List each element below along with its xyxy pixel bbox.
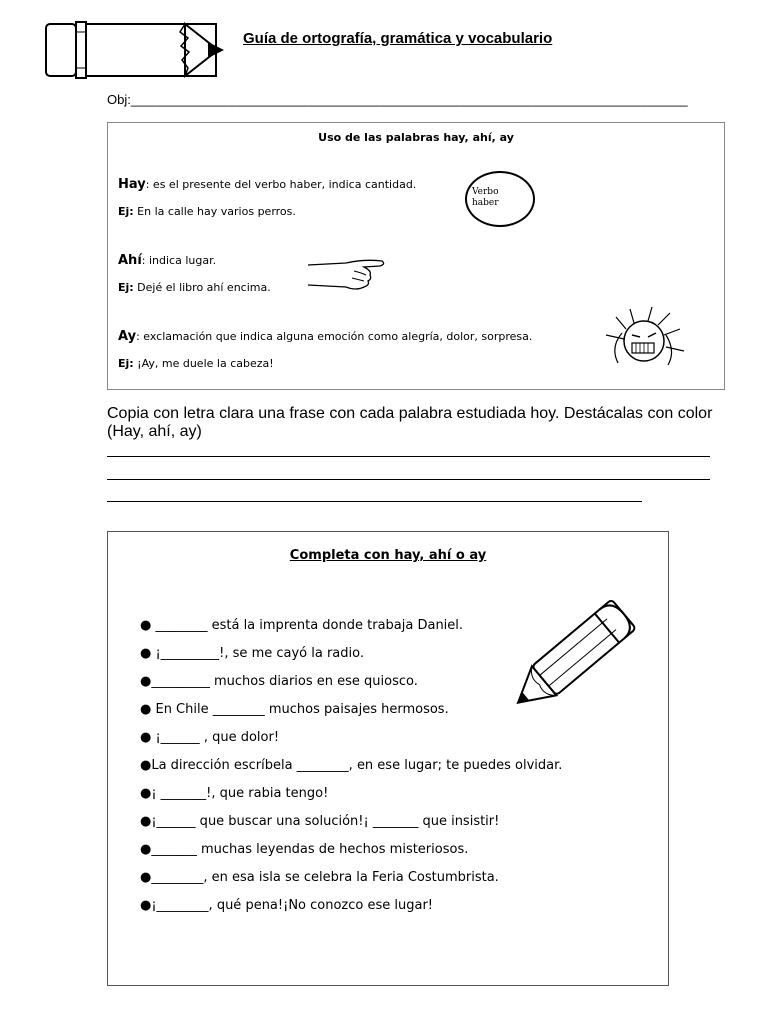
rule-ay: Ay: exclamación que indica alguna emoción como alegría, dolor, sorpresa. bbox=[118, 329, 533, 344]
writing-line-3[interactable] bbox=[107, 501, 642, 502]
exercise-item[interactable]: ●_________ muchos diarios en ese quiosco. bbox=[140, 674, 418, 689]
exercise-item[interactable]: ●La dirección escríbela ________, en ese lugar; te puedes olvidar. bbox=[140, 758, 563, 773]
exercise-item[interactable]: ● En Chile ________ muchos paisajes hermosos. bbox=[140, 702, 449, 717]
headache-face-icon bbox=[596, 303, 692, 371]
pencil-illustration bbox=[40, 18, 230, 82]
copy-instruction: Copia con letra clara una frase con cada palabra estudiada hoy. Destácalas con color (Hay, ahí, ay) bbox=[107, 405, 713, 440]
rule-word: Hay bbox=[118, 177, 146, 192]
circle-label: Verbo haber bbox=[472, 187, 499, 208]
rule-hay: Hay: es el presente del verbo haber, indica cantidad. bbox=[118, 177, 417, 192]
rules-box-title: Uso de las palabras hay, ahí, ay bbox=[318, 131, 514, 144]
page-title: Guía de ortografía, gramática y vocabulario bbox=[243, 30, 553, 47]
exercise-item[interactable]: ● ________ está la imprenta donde trabaja Daniel. bbox=[140, 618, 464, 633]
exercise-item[interactable]: ●_______ muchas leyendas de hechos misteriosos. bbox=[140, 842, 469, 857]
exercise-item[interactable]: ● ¡_________!, se me cayó la radio. bbox=[140, 646, 364, 661]
example-hay: Ej: En la calle hay varios perros. bbox=[118, 205, 296, 218]
exercise-box-title: Completa con hay, ahí o ay bbox=[289, 548, 487, 563]
pointing-hand-icon bbox=[306, 251, 388, 295]
example-ay: Ej: ¡Ay, me duele la cabeza! bbox=[118, 357, 274, 370]
exercise-box bbox=[107, 531, 669, 986]
rule-ahi: Ahí: indica lugar. bbox=[118, 253, 217, 268]
pencil-drawing bbox=[506, 592, 654, 712]
exercise-item[interactable]: ●¡________, qué pena!¡No conozco ese lugar! bbox=[140, 898, 434, 913]
objective-line: Obj:_____________________________________________________________________________ bbox=[107, 92, 688, 107]
exercise-item[interactable]: ●¡ _______!, que rabia tengo! bbox=[140, 786, 329, 801]
exercise-item[interactable]: ●¡______ que buscar una solución!¡ _______ que insistir! bbox=[140, 814, 500, 829]
exercise-item[interactable]: ●________, en esa isla se celebra la Feria Costumbrista. bbox=[140, 870, 499, 885]
writing-line-2[interactable] bbox=[107, 479, 710, 480]
writing-line-1[interactable] bbox=[107, 456, 710, 457]
rules-box bbox=[107, 122, 725, 390]
exercise-item[interactable]: ● ¡______ , que dolor! bbox=[140, 730, 280, 745]
example-ahi: Ej: Dejé el libro ahí encima. bbox=[118, 281, 271, 294]
